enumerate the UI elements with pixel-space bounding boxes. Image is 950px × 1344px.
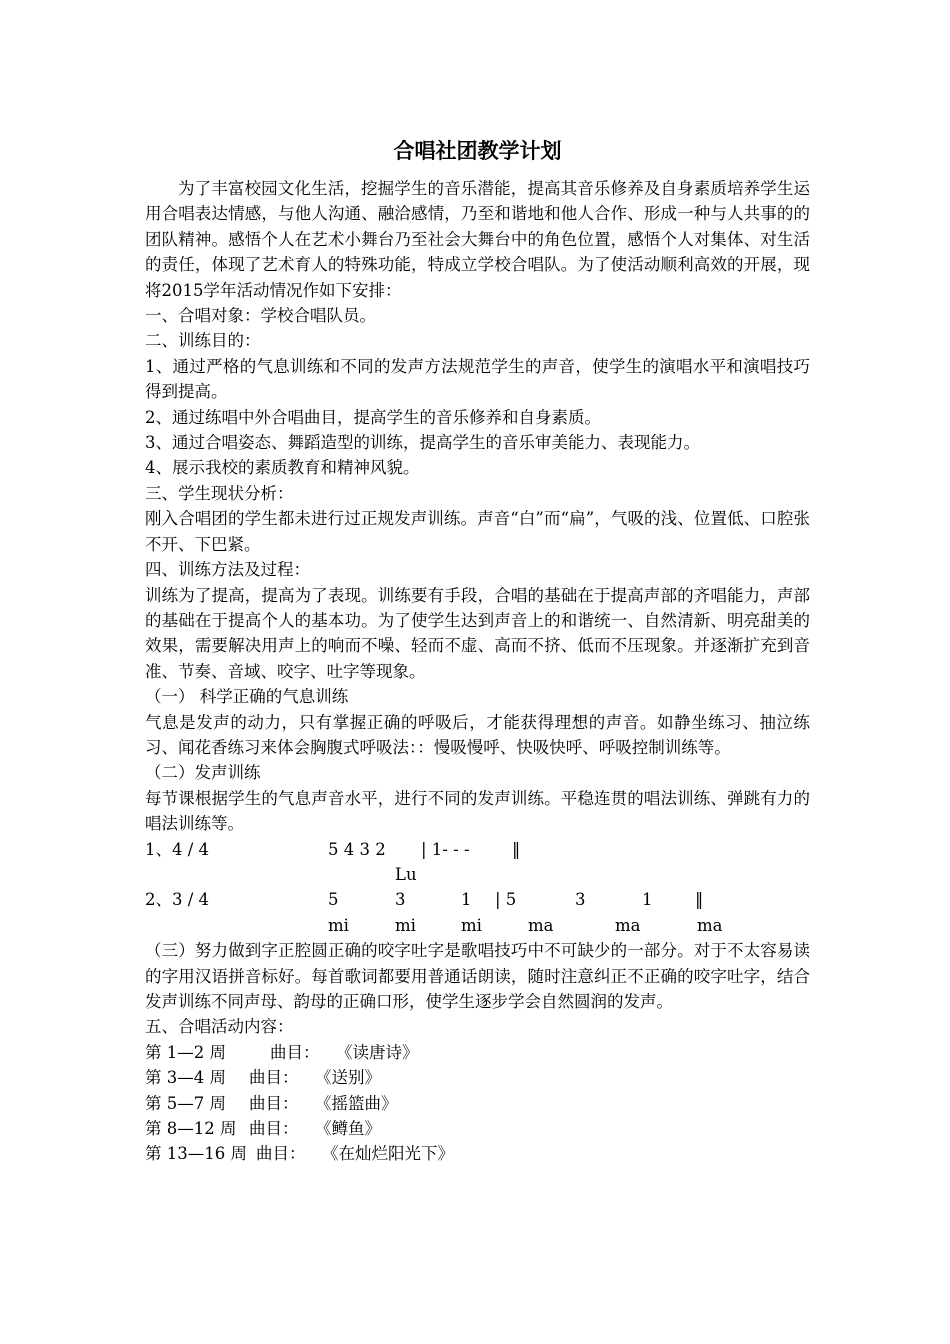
exercise-1-lyrics xyxy=(145,862,810,887)
document-title: 合唱社团教学计划 xyxy=(393,139,562,163)
schedule-item xyxy=(145,1065,810,1090)
exercise-2-note: 3 xyxy=(395,890,406,910)
subheading-breath: （一） 科学正确的气息训练 xyxy=(145,687,349,707)
exercise-2-syllable: mi xyxy=(328,915,349,935)
schedule-song: 《在灿烂阳光下》 xyxy=(322,1144,454,1164)
schedule-weeks: 第 5—7 周 xyxy=(145,1093,226,1113)
schedule-item xyxy=(145,1040,810,1065)
section-heading-3: 三、学生现状分析： xyxy=(145,483,294,503)
exercise-2-notes xyxy=(145,887,810,912)
schedule-label: 曲目： xyxy=(249,1093,299,1113)
schedule-label: 曲目： xyxy=(256,1144,306,1164)
schedule-weeks: 第 3—4 周 xyxy=(145,1068,226,1088)
exercise-1-meter: 1、4 / 4 xyxy=(145,839,210,859)
schedule-weeks: 第 13—16 周 xyxy=(145,1144,247,1164)
exercise-2-note: 1 xyxy=(461,890,472,910)
schedule-label: 曲目： xyxy=(249,1118,299,1138)
exercise-1-bar: | 1- - - xyxy=(421,839,470,859)
schedule-weeks: 第 1—2 周 xyxy=(145,1042,226,1062)
vocal-paragraph: 每节课根据学生的气息声音水平，进行不同的发声训练。平稳连贯的唱法训练、弹跳有力的唱法训练等。 xyxy=(145,788,810,834)
exercise-2-syllable: ma xyxy=(697,915,723,935)
schedule-song: 《读唐诗》 xyxy=(336,1042,419,1062)
section-heading-2: 二、训练目的： xyxy=(145,331,261,351)
schedule-label: 曲目： xyxy=(270,1042,320,1062)
schedule-song: 《送别》 xyxy=(315,1068,381,1088)
exercise-2-note: 5 xyxy=(328,890,339,910)
diction-paragraph: （三）努力做到字正腔圆正确的咬字吐字是歌唱技巧中不可缺少的一部分。对于不太容易读的字用汉语拼音标好。每首歌词都要用普通话朗读，随时注意纠正不正确的咬字吐字，结合发声训练不同声母、韵母的正确口形，使学生逐步学会自然圆润的发声。 xyxy=(145,941,810,1011)
schedule-item xyxy=(145,1116,810,1141)
exercise-2-end: ‖ xyxy=(695,890,704,910)
schedule-label: 曲目： xyxy=(249,1068,299,1088)
goal-item-4: 4、展示我校的素质教育和精神风貌。 xyxy=(145,458,420,478)
schedule-song: 《鳟鱼》 xyxy=(315,1118,381,1138)
goal-item-3: 3、通过合唱姿态、舞蹈造型的训练，提高学生的音乐审美能力、表现能力。 xyxy=(145,433,700,453)
exercise-2-meter: 2、3 / 4 xyxy=(145,890,210,910)
schedule-item xyxy=(145,1091,810,1116)
intro-paragraph: 为了丰富校园文化生活，挖掘学生的音乐潜能，提高其音乐修养及自身素质培养学生运用合唱表达情感，与他人沟通、融洽感情，乃至和谐地和他人合作、形成一种与人共事的的团队精神。感悟个人在艺术小舞台乃至社会大舞台中的角色位置，感悟个人对集体、对生活的责任，体现了艺术育人的特殊功能，特成立学校合唱队。为了使活动顺利高效的开展，现将2015学年活动情况作如下安排： xyxy=(145,179,810,300)
schedule-song: 《摇篮曲》 xyxy=(315,1093,398,1113)
exercise-2-syllable: ma xyxy=(615,915,641,935)
exercise-2-syllable: mi xyxy=(461,915,482,935)
schedule-item xyxy=(145,1141,810,1166)
goal-item-2: 2、通过练唱中外合唱曲目，提高学生的音乐修养和自身素质。 xyxy=(145,407,601,427)
exercise-2-note: 1 xyxy=(642,890,653,910)
exercise-2-syllable: ma xyxy=(528,915,554,935)
section-heading-4: 四、训练方法及过程： xyxy=(145,560,310,580)
analysis-paragraph: 刚入合唱团的学生都未进行过正规发声训练。声音“白”而“扁”，气吸的浅、位置低、口腔张不开、下巴紧。 xyxy=(145,509,810,554)
exercise-1-syllable: Lu xyxy=(395,864,417,884)
exercise-2-note: 3 xyxy=(575,890,586,910)
method-paragraph: 训练为了提高，提高为了表现。训练要有手段，合唱的基础在于提高声部的齐唱能力，声部的基础在于提高个人的基本功。为了使学生达到声音上的和谐统一、自然清新、明亮甜美的效果，需要解决用声上的响而不噪、轻而不虚、高而不挤、低而不压现象。并逐渐扩充到音准、节奏、音域、咬字、吐字等现象。 xyxy=(145,585,810,681)
subheading-vocal: （二）发声训练 xyxy=(145,763,261,783)
goal-item-1: 1、通过严格的气息训练和不同的发声方法规范学生的声音，使学生的演唱水平和演唱技巧得到提高。 xyxy=(145,356,810,402)
schedule-weeks: 第 8—12 周 xyxy=(145,1118,237,1138)
exercise-1-notes-text: 5 4 3 2 xyxy=(328,839,386,859)
exercise-1-notes xyxy=(145,837,810,862)
document-page xyxy=(145,128,810,1167)
exercise-2-bar: | 5 xyxy=(495,890,517,910)
exercise-1-end: ‖ xyxy=(512,839,521,859)
exercise-2-syllable: mi xyxy=(395,915,416,935)
section-heading-5: 五、合唱活动内容： xyxy=(145,1017,294,1037)
breath-paragraph: 气息是发声的动力，只有掌握正确的呼吸后，才能获得理想的声音。如静坐练习、抽泣练习、闻花香练习来体会胸腹式呼吸法：：慢吸慢呼、快吸快呼、呼吸控制训练等。 xyxy=(145,712,810,757)
exercise-2-lyrics xyxy=(145,913,810,938)
section-heading-1: 一、合唱对象：学校合唱队员。 xyxy=(145,306,376,326)
